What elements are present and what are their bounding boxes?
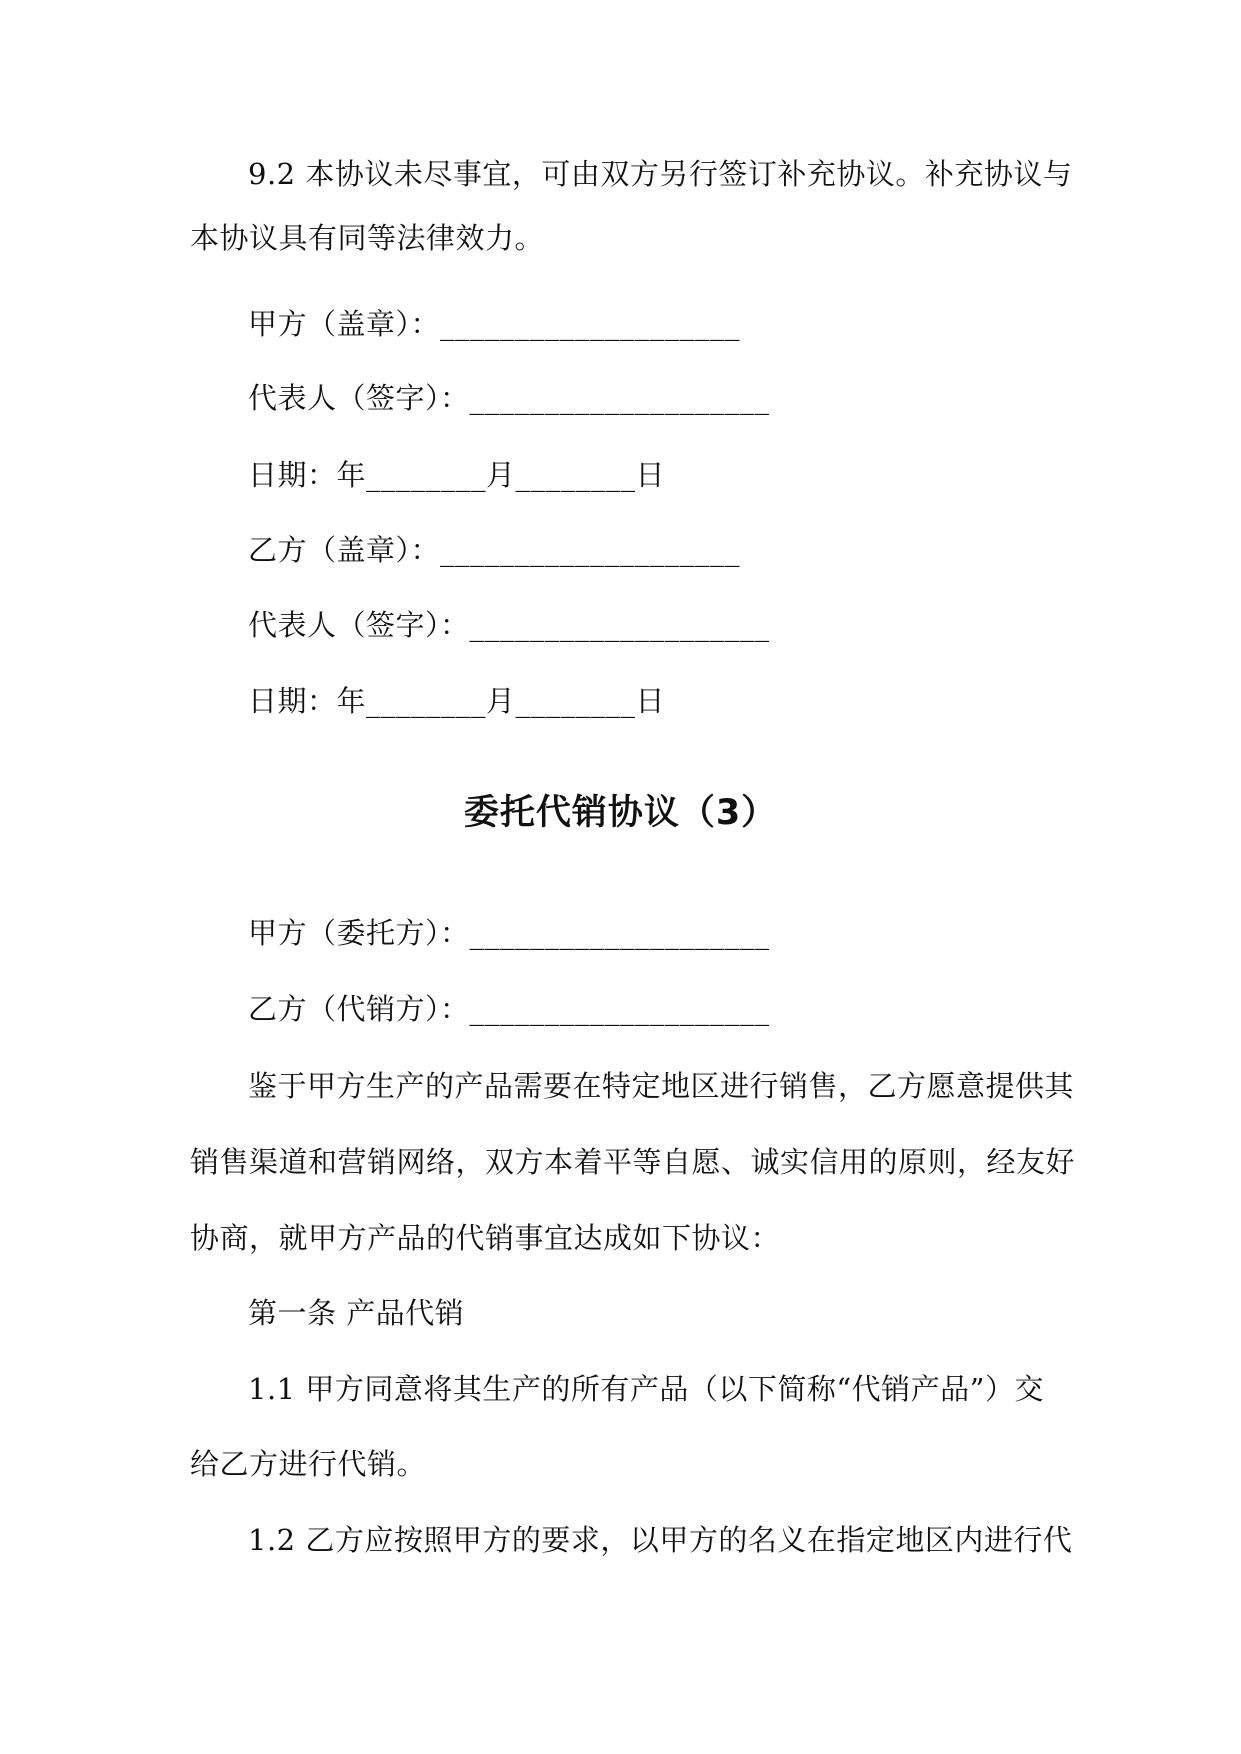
party-a-seal-line: 甲方（盖章）：____________________ <box>248 307 741 341</box>
clause-1-1-line-1: 1.1 甲方同意将其生产的所有产品（以下简称“代销产品”）交 <box>248 1372 1044 1406</box>
party-a-representative-line: 代表人（签字）：____________________ <box>248 381 770 415</box>
party-b-agent-line: 乙方（代销方）：____________________ <box>248 992 770 1026</box>
article-1-heading: 第一条 产品代销 <box>248 1296 465 1330</box>
clause-9-2-line-1: 9.2 本协议未尽事宜，可由双方另行签订补充协议。补充协议与 <box>248 157 1073 191</box>
preamble-line-1: 鉴于甲方生产的产品需要在特定地区进行销售，乙方愿意提供其 <box>248 1069 1075 1103</box>
party-a-client-line: 甲方（委托方）：____________________ <box>248 916 770 950</box>
party-a-date-line: 日期：年________月________日 <box>248 458 666 492</box>
party-b-seal-line: 乙方（盖章）：____________________ <box>248 533 741 567</box>
preamble-line-2: 销售渠道和营销网络，双方本着平等自愿、诚实信用的原则，经友好 <box>190 1145 1076 1179</box>
clause-1-1-line-2: 给乙方进行代销。 <box>190 1447 427 1481</box>
party-b-date-line: 日期：年________月________日 <box>248 684 666 718</box>
clause-9-2-line-2: 本协议具有同等法律效力。 <box>190 221 545 255</box>
clause-1-2-line-1: 1.2 乙方应按照甲方的要求，以甲方的名义在指定地区内进行代 <box>248 1523 1073 1557</box>
party-b-representative-line: 代表人（签字）：____________________ <box>248 608 770 642</box>
agreement-title: 委托代销协议（3） <box>463 793 778 833</box>
preamble-line-3: 协商，就甲方产品的代销事宜达成如下协议： <box>190 1221 781 1255</box>
